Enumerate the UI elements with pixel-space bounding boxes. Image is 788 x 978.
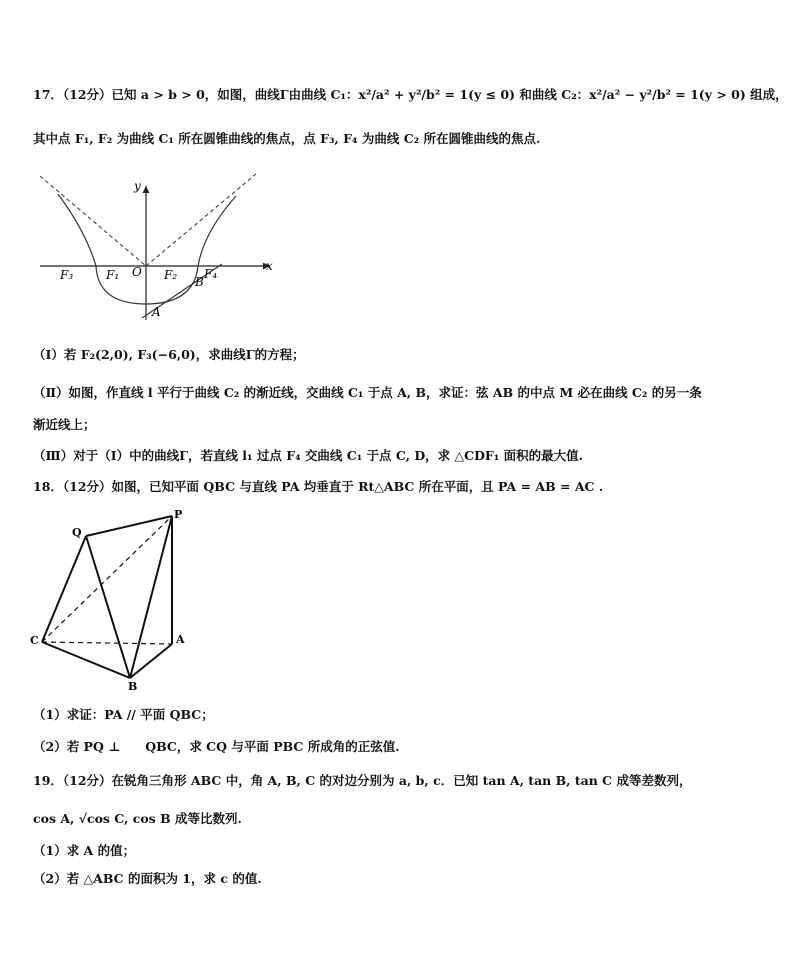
label-a: A [176,633,185,646]
label-f3: F₃ [60,268,74,282]
label-p: P [174,508,183,521]
label-a: A [152,305,161,319]
q17-statement-line1: 17．（12分）已知 a > b > 0，如图，曲线Γ由曲线 C₁：x²/a² + y²/b² = 1(y ≤ 0) 和曲线 C₂：x²/a² − y²/b² = 1(y > 0) 组成， [33,87,788,102]
q17-part1: （Ⅰ）若 F₂(2,0), F₃(−6,0)，求曲线Γ的方程； [33,347,305,362]
q19-part2: （2）若 △ABC 的面积为 1，求 c 的值. [33,871,262,886]
q18-solid-figure [28,506,198,696]
q17-part3: （Ⅲ）对于（Ⅰ）中的曲线Γ，若直线 l₁ 过点 F₄ 交曲线 C₁ 于点 C, D，求 △CDF₁ 面积的最大值. [33,448,583,463]
asymptote-left [40,176,146,266]
label-b: B [195,275,204,289]
label-f1: F₁ [106,268,120,282]
label-c: C [30,634,39,647]
q19-statement-line2: cos A, √cos C, cos B 成等比数列. [33,811,242,826]
q19-part1: （1）求 A 的值； [33,843,136,858]
q19-statement-line1: 19．（12分）在锐角三角形 ABC 中，角 A, B, C 的对边分别为 a, b, c．已知 tan A, tan B, tan C 成等差数列， [33,773,692,788]
q18-part1: （1）求证：PA // 平面 QBC； [33,707,214,722]
q17-part2-line2: 渐近线上； [33,417,96,432]
q17-part2-line1: （Ⅱ）如图，作直线 l 平行于曲线 C₂ 的渐近线，交曲线 C₁ 于点 A, B，求证：弦 AB 的中点 M 必在曲线 C₂ 的另一条 [33,385,702,400]
q17-curve-figure [36,172,286,324]
curve-c2-left [58,194,96,266]
label-y: y [134,179,141,193]
label-o: O [132,265,142,279]
q18-part2: （2）若 PQ ⊥ QBC，求 CQ 与平面 PBC 所成角的正弦值. [33,739,400,754]
label-f4: F₄ [204,267,218,281]
label-q: Q [72,526,82,539]
q18-statement: 18．（12分）如图，已知平面 QBC 与直线 PA 均垂直于 Rt△ABC 所在平面，且 PA = AB = AC . [33,479,604,494]
label-x: x [266,259,273,273]
label-b: B [128,680,138,693]
q17-statement-line2: 其中点 F₁, F₂ 为曲线 C₁ 所在圆锥曲线的焦点，点 F₃, F₄ 为曲线 C₂ 所在圆锥曲线的焦点. [33,131,541,146]
label-f2: F₂ [164,268,178,282]
